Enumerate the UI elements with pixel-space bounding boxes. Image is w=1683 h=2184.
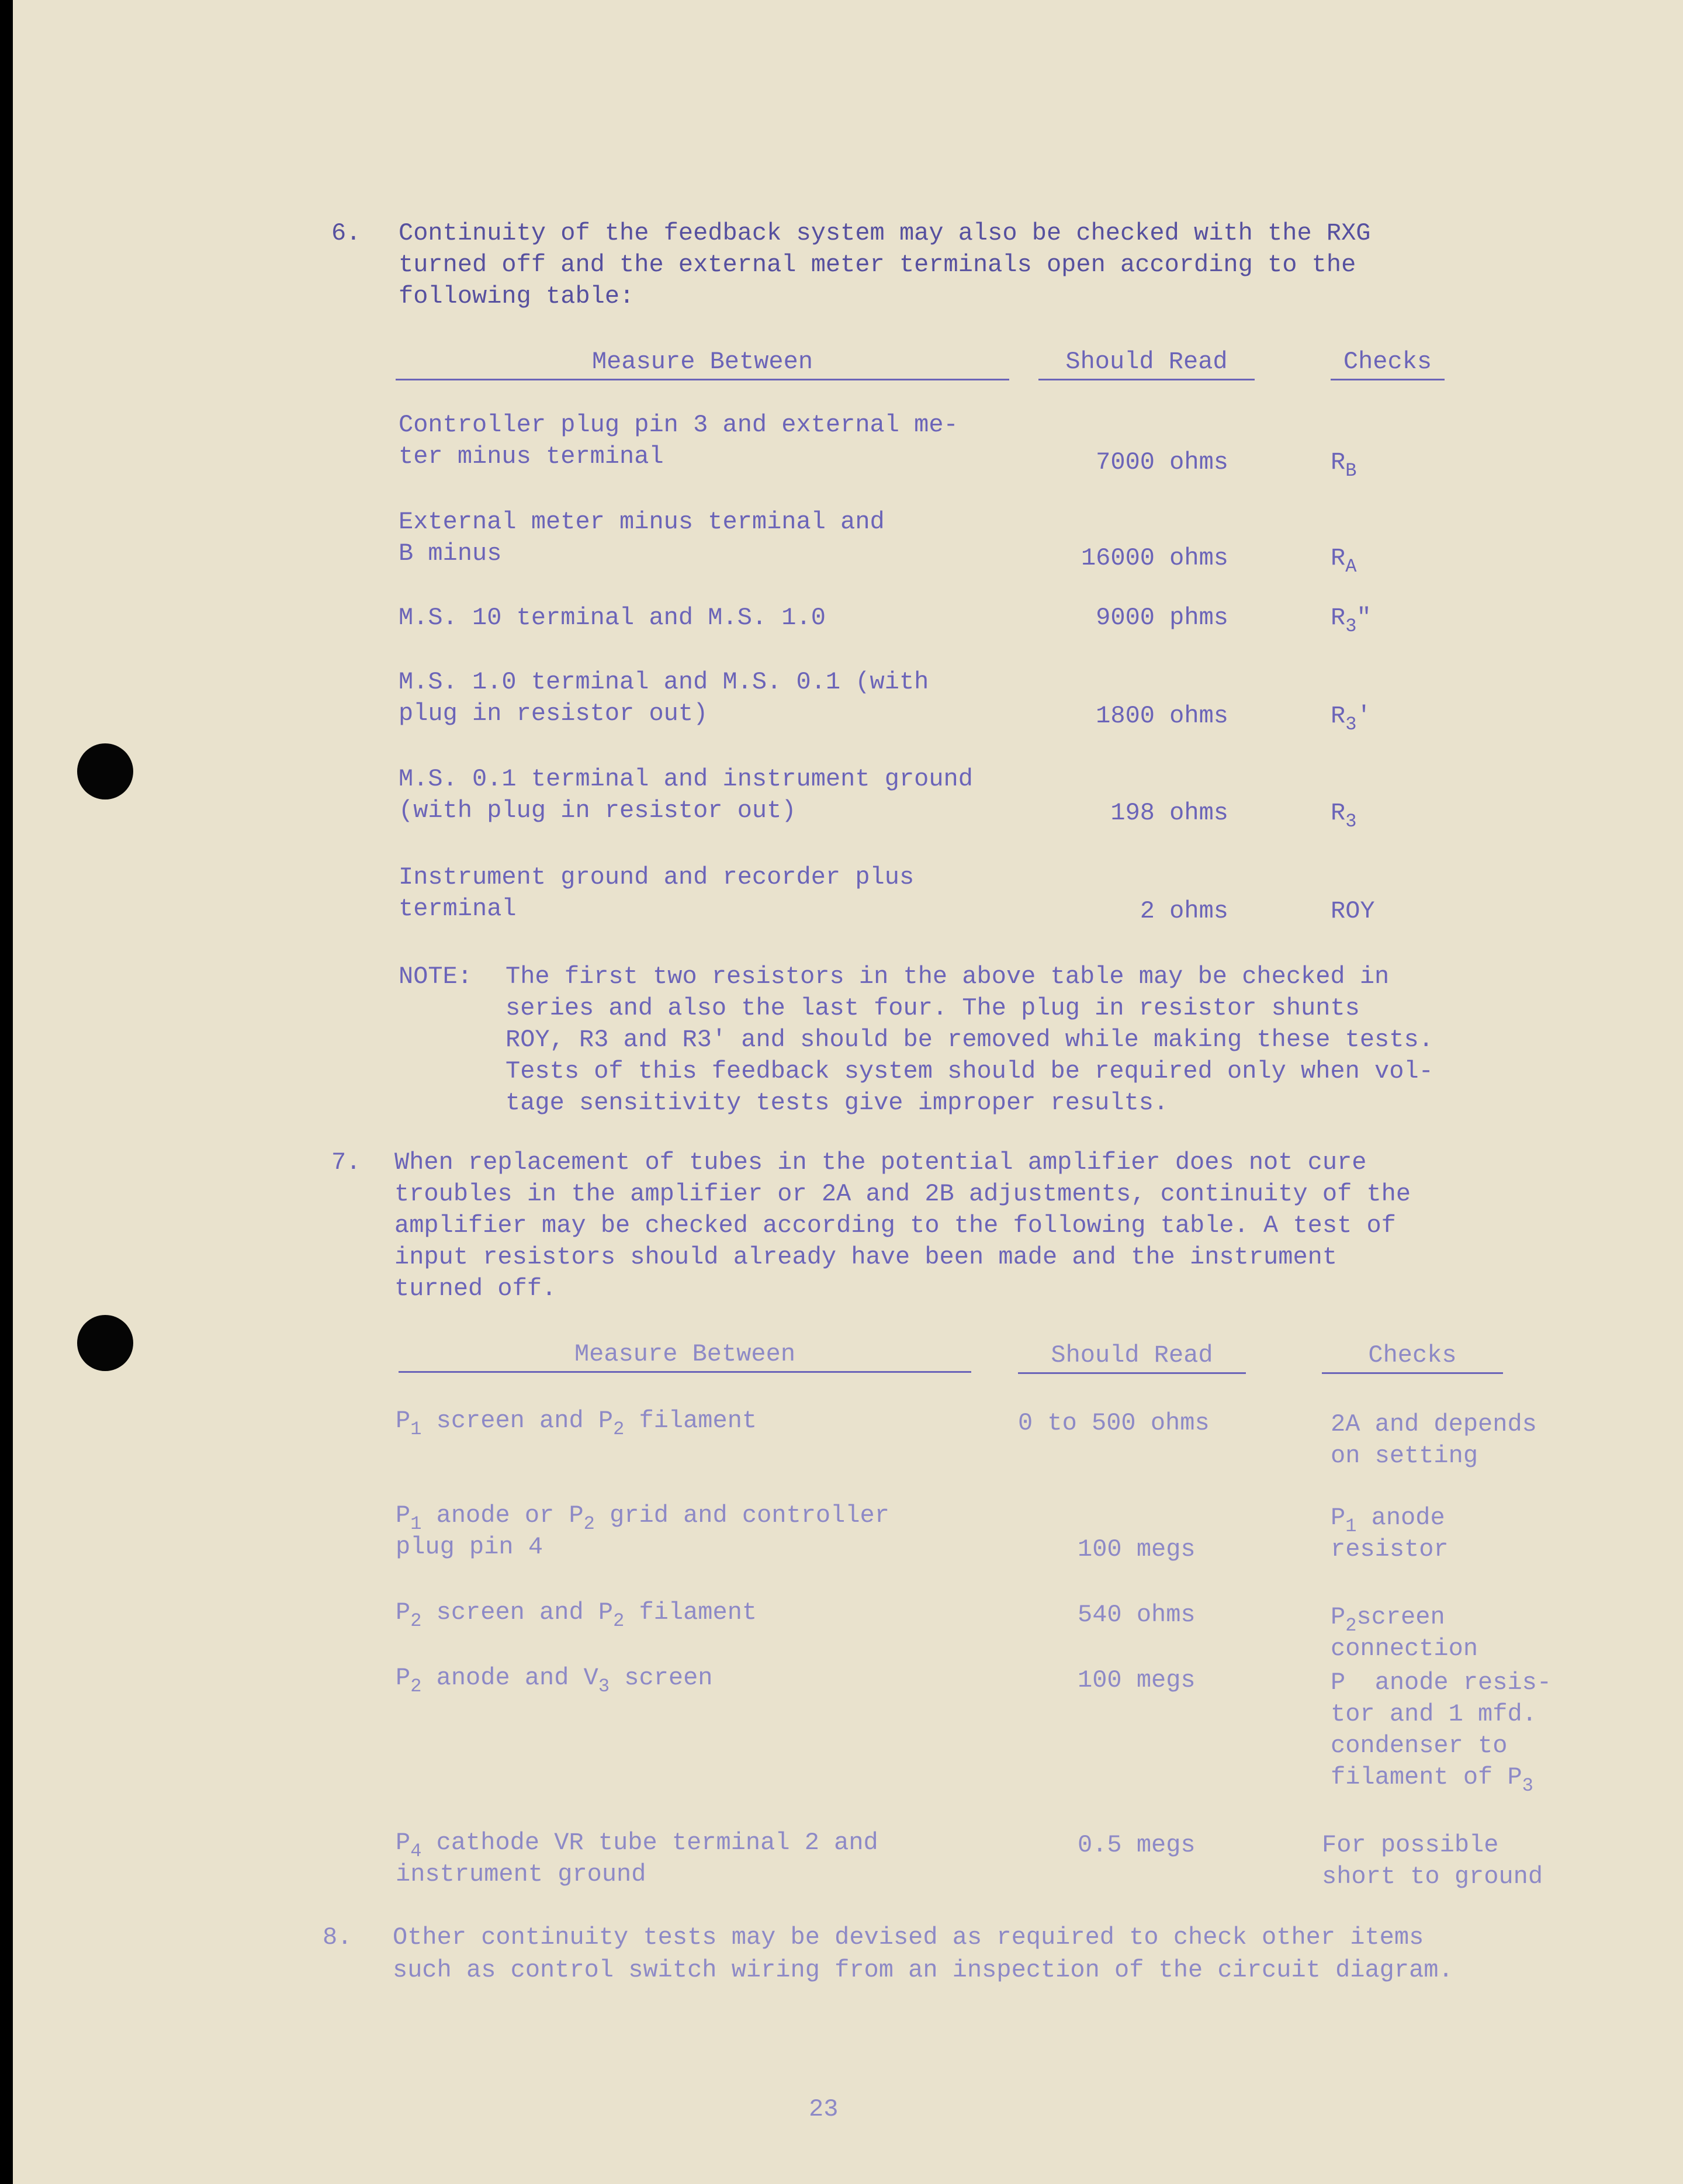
measure-cell: $P_2$ screen and $P_2$ filament <box>396 1598 757 1632</box>
check-cell: on setting <box>1331 1442 1478 1470</box>
measure-cell: instrument ground <box>396 1860 646 1888</box>
check-cell: tor and 1 mfd. <box>1331 1700 1537 1728</box>
binder-hole-top <box>77 743 133 799</box>
check-cell: $R_3'$ <box>1331 702 1372 735</box>
check-cell: $R_A$ <box>1331 544 1357 577</box>
table-1-header-measure: Measure Between <box>396 347 1009 380</box>
check-cell: condenser to <box>1331 1732 1508 1760</box>
measure-cell: Controller plug pin 3 and external me- <box>399 411 958 439</box>
item-6-line: following table: <box>399 282 635 310</box>
item-8-line: such as control switch wiring from an inspection of the circuit diagram. <box>393 1956 1453 1984</box>
check-cell: short to ground <box>1322 1863 1543 1891</box>
check-cell: $R_B$ <box>1331 448 1357 482</box>
table-2-header-measure: Measure Between <box>399 1340 971 1373</box>
item-7-line: turned off. <box>394 1275 557 1303</box>
read-cell: 100 megs <box>1078 1535 1196 1563</box>
measure-cell: ter minus terminal <box>399 442 664 470</box>
item-8-line: Other continuity tests may be devised as required to check other items <box>393 1923 1424 1951</box>
read-cell: 16000 ohms <box>1081 544 1228 572</box>
read-cell: 540 ohms <box>1078 1601 1196 1629</box>
measure-cell: M.S. 0.1 terminal and instrument ground <box>399 765 973 793</box>
item-6-number: 6. <box>331 219 361 247</box>
item-7-line: input resistors should already have been made and the instrument <box>394 1243 1338 1271</box>
read-cell: 100 megs <box>1078 1666 1196 1694</box>
item-7-line: troubles in the amplifier or 2A and 2B adjustments, continuity of the <box>394 1180 1411 1208</box>
item-8-number: 8. <box>323 1923 352 1951</box>
measure-cell: $P_2$ anode and $V_3$ screen <box>396 1664 713 1697</box>
note-line: series and also the last four. The plug in resistor shunts <box>505 994 1360 1022</box>
table-1-header-read: Should Read <box>1038 347 1255 380</box>
measure-cell: Instrument ground and recorder plus <box>399 863 915 891</box>
item-6-line: Continuity of the feedback system may also be checked with the RXG <box>399 219 1371 247</box>
read-cell: 0 to 500 ohms <box>1018 1409 1210 1437</box>
read-cell: 198 ohms <box>1110 799 1228 827</box>
binder-hole-bottom <box>77 1315 133 1371</box>
read-cell: 9000 phms <box>1096 604 1228 632</box>
note-line: The first two resistors in the above table may be checked in <box>505 963 1390 991</box>
read-cell: 7000 ohms <box>1096 448 1228 476</box>
measure-cell: M.S. 10 terminal and M.S. 1.0 <box>399 604 826 632</box>
table-1-header-checks: Checks <box>1331 347 1445 380</box>
measure-cell: B minus <box>399 539 502 567</box>
table-2-header-checks: Checks <box>1322 1341 1503 1374</box>
item-7-line: amplifier may be checked according to the following table. A test of <box>394 1212 1396 1240</box>
check-cell: For possible <box>1322 1831 1499 1859</box>
check-cell: $P_2screen$ <box>1331 1603 1445 1636</box>
read-cell: 2 ohms <box>1140 897 1228 925</box>
item-7-line: When replacement of tubes in the potential amplifier does not cure <box>394 1148 1367 1176</box>
note-line: tage sensitivity tests give improper results. <box>505 1089 1169 1117</box>
note-line: Tests of this feedback system should be required only when vol- <box>505 1057 1433 1085</box>
read-cell: 0.5 megs <box>1078 1831 1196 1859</box>
check-cell: filament of $P_3$ <box>1331 1763 1533 1797</box>
measure-cell: $P_1$ screen and $P_2$ filament <box>396 1407 757 1440</box>
check-cell: resistor <box>1331 1535 1449 1563</box>
check-cell: $P_1$ anode <box>1331 1504 1445 1537</box>
measure-cell: $P_1$ anode or $P_2$ grid and controller <box>396 1501 889 1535</box>
check-cell: 2A and depends <box>1331 1410 1537 1438</box>
measure-cell: $P_4$ cathode VR tube terminal 2 and <box>396 1829 878 1862</box>
table-2-header-read: Should Read <box>1018 1341 1246 1374</box>
read-cell: 1800 ohms <box>1096 702 1228 730</box>
measure-cell: plug pin 4 <box>396 1533 543 1561</box>
check-cell: $R_3$" <box>1331 604 1372 637</box>
measure-cell: External meter minus terminal and <box>399 508 885 536</box>
page-number: 23 <box>809 2095 839 2123</box>
note-line: ROY, R3 and R3' and should be removed while making these tests. <box>505 1026 1433 1054</box>
note-label: NOTE: <box>399 963 473 991</box>
measure-cell: plug in resistor out) <box>399 700 708 728</box>
check-cell: connection <box>1331 1635 1478 1663</box>
check-cell: $R_3$ <box>1331 799 1357 832</box>
measure-cell: terminal <box>399 895 517 923</box>
check-cell: ROY <box>1331 897 1375 925</box>
item-7-number: 7. <box>331 1148 361 1176</box>
check-cell: P anode resis- <box>1331 1669 1552 1697</box>
document-page <box>13 0 1683 2184</box>
item-6-line: turned off and the external meter terminals open according to the <box>399 251 1356 279</box>
measure-cell: M.S. 1.0 terminal and M.S. 0.1 (with <box>399 668 929 696</box>
measure-cell: (with plug in resistor out) <box>399 797 797 825</box>
